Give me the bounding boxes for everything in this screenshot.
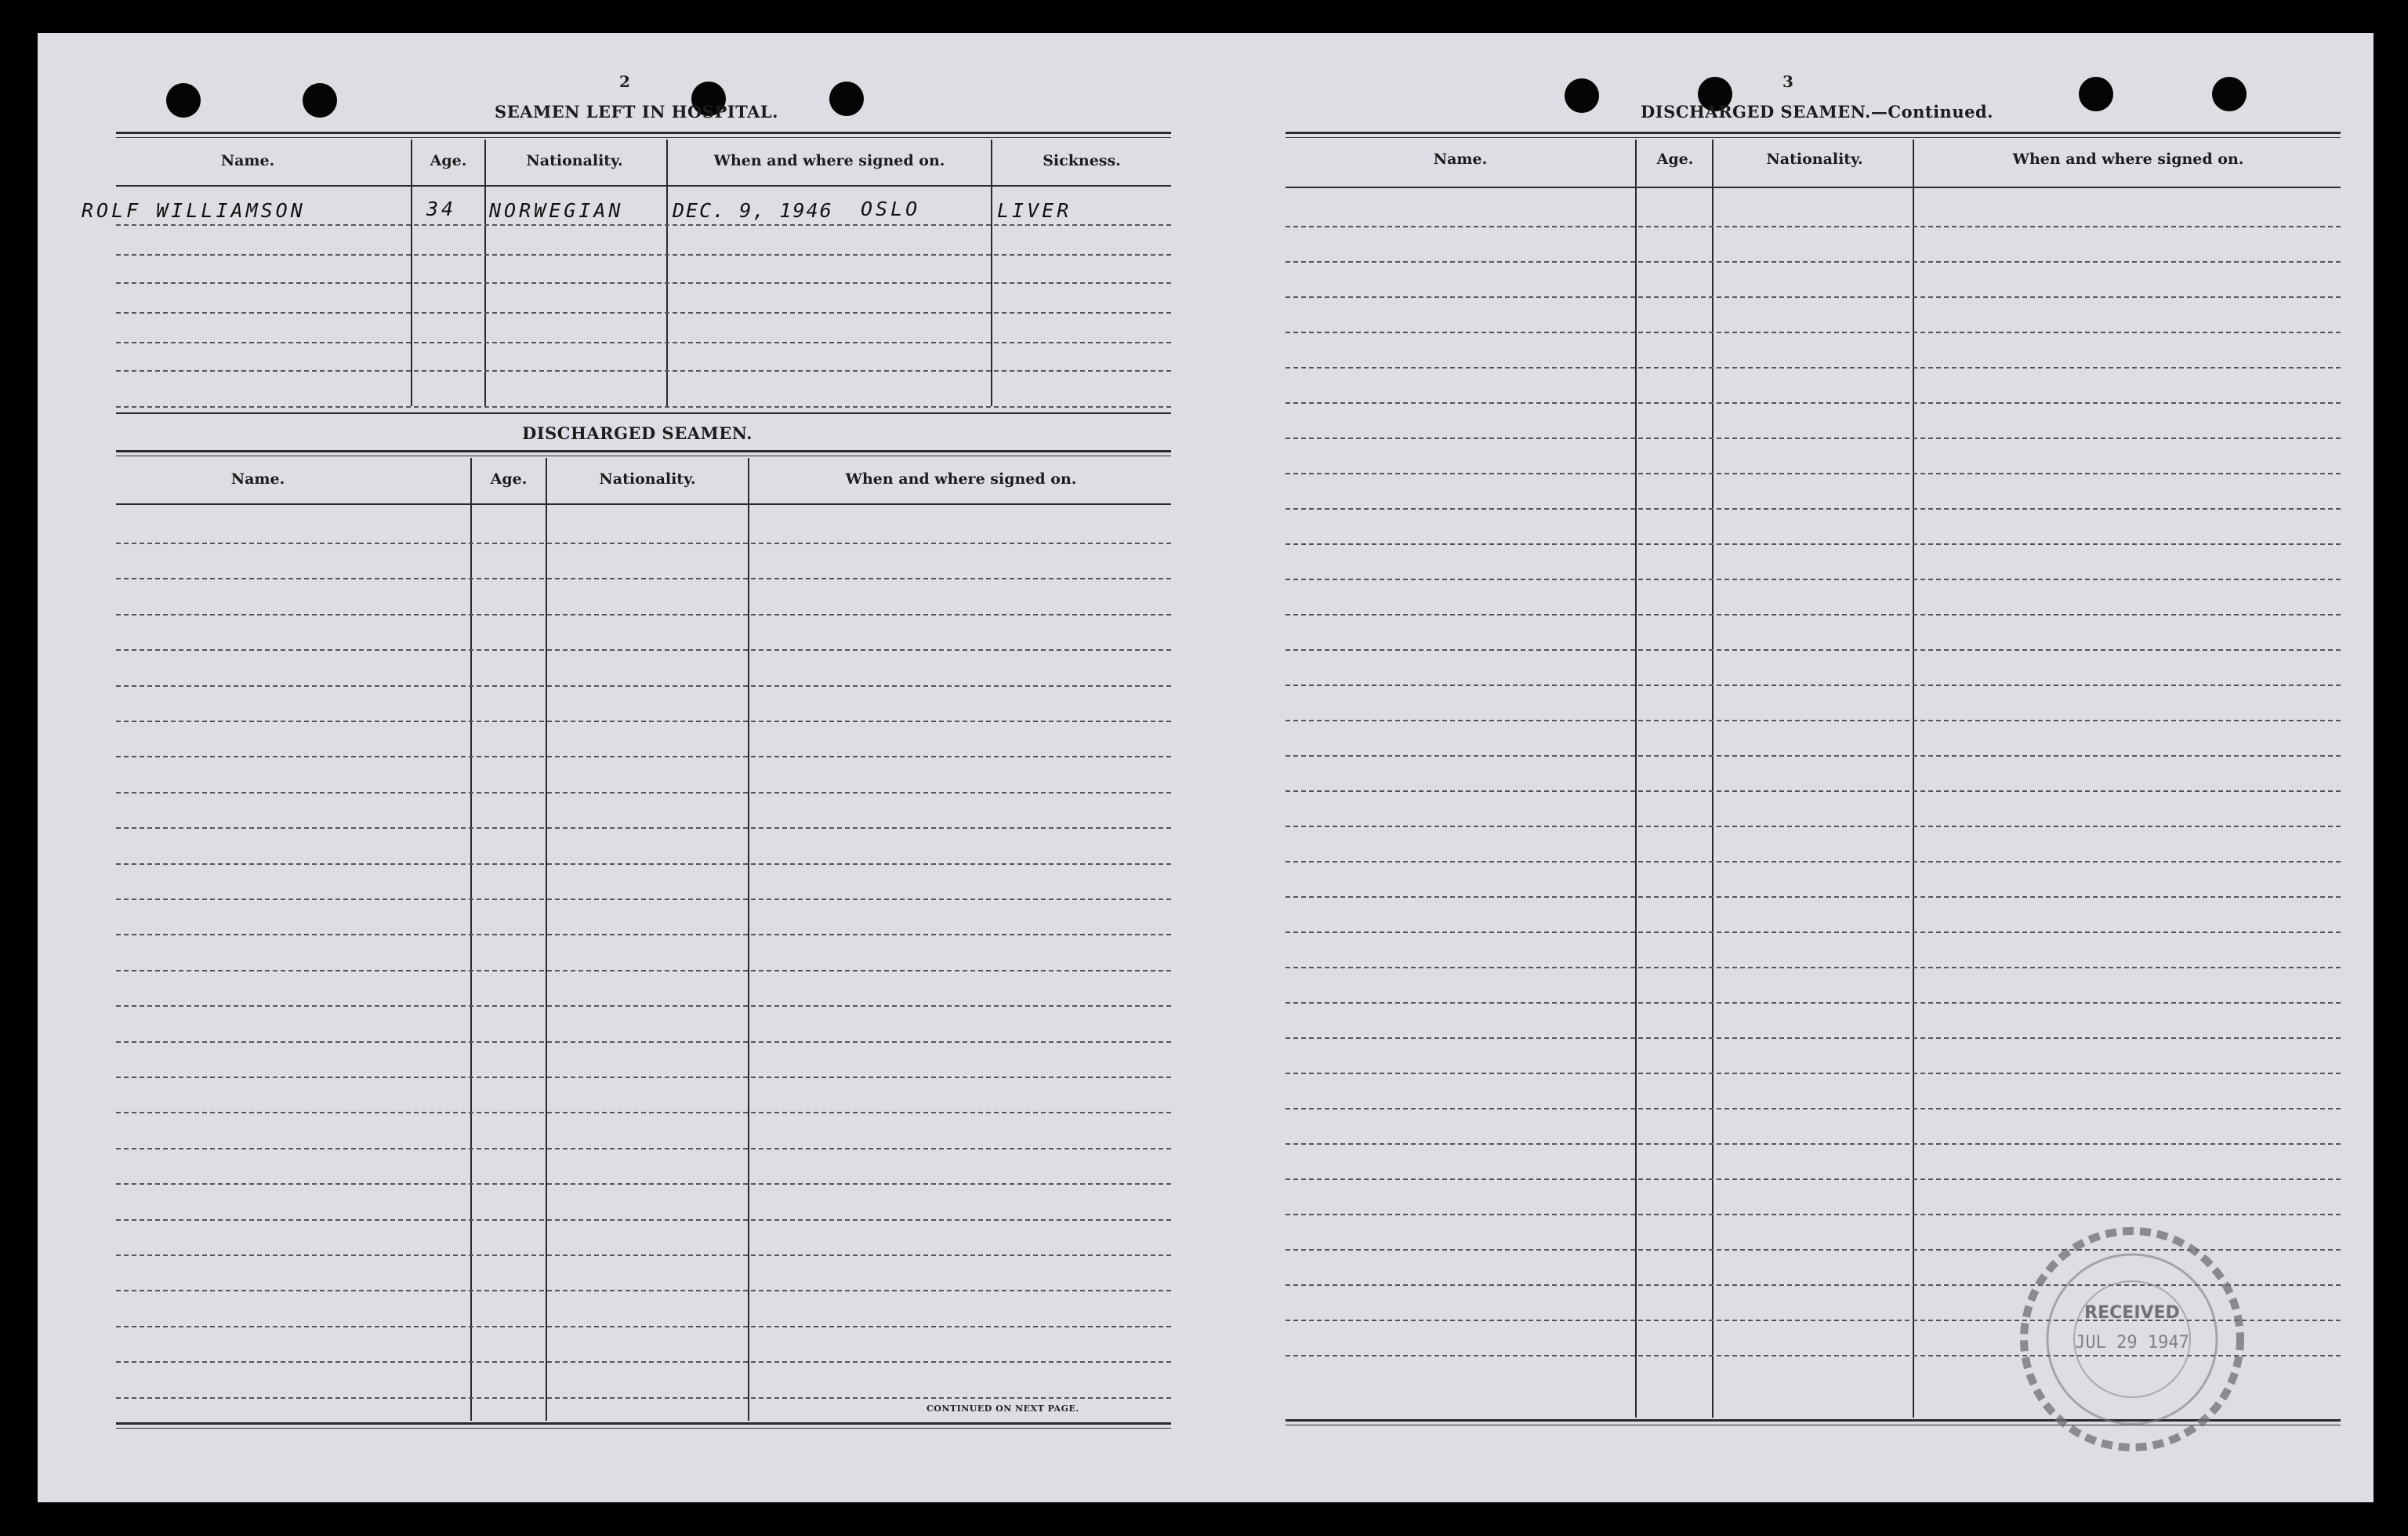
discharged-table-bottom-rule <box>116 1422 1171 1429</box>
ruled-line <box>116 1219 1171 1221</box>
ruled-line <box>116 1148 1171 1149</box>
discharged-header-nationality: Nationality. <box>599 470 696 488</box>
ruled-line <box>1286 755 2341 757</box>
hospital-entry-signed-date: DEC. 9, 1946 <box>673 199 833 222</box>
discharged-header-name: Name. <box>230 470 285 488</box>
ruled-line <box>116 1361 1171 1363</box>
ruled-line <box>116 1326 1171 1327</box>
discharged-header-age: Age. <box>490 470 528 488</box>
ruled-line <box>1286 1178 2341 1180</box>
hospital-header-signed-on: When and where signed on. <box>713 152 945 169</box>
ruled-line <box>1286 508 2341 510</box>
hospital-col-divider <box>666 140 668 406</box>
hospital-entry-age: 34 <box>426 198 457 220</box>
ruled-line <box>116 614 1171 615</box>
hospital-header-sickness: Sickness. <box>1043 152 1121 169</box>
ruled-line <box>1286 967 2341 968</box>
right-table-top-rule <box>1286 132 2341 138</box>
ruled-line <box>116 342 1171 343</box>
continued-footer: CONTINUED ON NEXT PAGE. <box>927 1403 1079 1414</box>
hospital-table-header-rule <box>116 185 1171 187</box>
ruled-line <box>116 721 1171 722</box>
ruled-line <box>1286 579 2341 580</box>
hospital-col-divider <box>484 140 486 406</box>
document-sheet <box>38 33 2374 1502</box>
stamp-word: RECEIVED <box>2084 1303 2180 1323</box>
ruled-line <box>116 1041 1171 1043</box>
ruled-line <box>116 934 1171 935</box>
ruled-line <box>1286 438 2341 439</box>
punch-hole <box>166 83 201 118</box>
ruled-line <box>1286 1108 2341 1109</box>
ruled-line <box>116 1005 1171 1007</box>
ruled-line <box>116 863 1171 865</box>
right-table-header-rule <box>1286 187 2341 188</box>
ruled-line <box>116 1290 1171 1291</box>
hospital-header-name: Name. <box>220 152 275 169</box>
hospital-entry-nationality: NORWEGIAN <box>489 199 624 222</box>
punch-hole <box>829 82 864 116</box>
ruled-line <box>116 578 1171 579</box>
hospital-entry-name: ROLF WILLIAMSON <box>82 199 306 222</box>
discharged-continued-title: DISCHARGED SEAMEN.—Continued. <box>1641 102 1993 122</box>
ruled-line <box>1286 261 2341 263</box>
ruled-line <box>116 1112 1171 1113</box>
hospital-entry-signed-place: OSLO <box>861 198 921 220</box>
ruled-line <box>116 1397 1171 1399</box>
discharged-table-header-rule <box>116 503 1171 505</box>
ruled-line <box>1286 402 2341 404</box>
hospital-entry-sickness: LIVER <box>997 199 1072 222</box>
ruled-line <box>116 543 1171 544</box>
hospital-col-divider <box>991 140 992 406</box>
right-header-name: Name. <box>1433 151 1488 168</box>
ruled-line <box>1286 684 2341 686</box>
punch-hole <box>1565 78 1599 113</box>
discharged-section-title: DISCHARGED SEAMEN. <box>522 423 752 443</box>
ruled-line <box>116 756 1171 757</box>
ruled-line <box>116 312 1171 314</box>
ruled-line <box>1286 332 2341 333</box>
right-page-number: 3 <box>1782 72 1793 91</box>
right-header-nationality: Nationality. <box>1766 151 1863 168</box>
ruled-line <box>1286 649 2341 651</box>
ruled-line <box>116 370 1171 372</box>
left-page-number: 2 <box>619 72 630 91</box>
ruled-line <box>1286 896 2341 898</box>
discharged-col-divider <box>748 458 749 1421</box>
ruled-line <box>116 282 1171 284</box>
discharged-table-top-rule <box>116 450 1171 456</box>
ruled-line <box>1286 1143 2341 1145</box>
ruled-line <box>1286 614 2341 615</box>
ruled-line <box>1286 367 2341 369</box>
ruled-line <box>116 970 1171 971</box>
hospital-section-title: SEAMEN LEFT IN HOSPITAL. <box>495 102 778 122</box>
ruled-line <box>1286 720 2341 721</box>
ruled-line <box>1286 931 2341 933</box>
ruled-line <box>116 1183 1171 1185</box>
ruled-line <box>116 827 1171 829</box>
discharged-col-divider <box>470 458 472 1421</box>
punch-hole <box>303 83 337 118</box>
ruled-line <box>116 649 1171 651</box>
discharged-col-divider <box>546 458 547 1421</box>
section-separator-rule <box>116 412 1171 414</box>
ruled-line <box>116 224 1171 226</box>
ruled-line <box>116 792 1171 793</box>
ruled-line <box>1286 543 2341 545</box>
punch-hole <box>2079 77 2113 111</box>
discharged-header-signed-on: When and where signed on. <box>845 470 1077 488</box>
hospital-header-age: Age. <box>430 152 467 169</box>
ruled-line <box>116 1077 1171 1078</box>
ruled-line <box>1286 473 2341 474</box>
ruled-line <box>1286 790 2341 792</box>
ruled-line <box>1286 226 2341 227</box>
stamp-date: JUL 29 1947 <box>2075 1333 2189 1353</box>
ruled-line <box>1286 861 2341 862</box>
ruled-line <box>116 685 1171 687</box>
hospital-col-divider <box>411 140 412 406</box>
ruled-line <box>116 406 1171 408</box>
ruled-line <box>1286 1214 2341 1215</box>
punch-hole <box>2212 77 2247 111</box>
right-header-signed-on: When and where signed on. <box>2012 151 2244 168</box>
right-header-age: Age. <box>1656 151 1694 168</box>
ruled-line <box>116 254 1171 256</box>
ruled-line <box>116 899 1171 900</box>
received-stamp <box>2015 1222 2250 1457</box>
ruled-line <box>1286 826 2341 827</box>
ruled-line <box>1286 1002 2341 1004</box>
hospital-header-nationality: Nationality. <box>526 152 623 169</box>
ruled-line <box>116 1255 1171 1256</box>
ruled-line <box>1286 1037 2341 1039</box>
ruled-line <box>1286 1073 2341 1074</box>
hospital-table-top-rule <box>116 132 1171 138</box>
ruled-line <box>1286 296 2341 298</box>
